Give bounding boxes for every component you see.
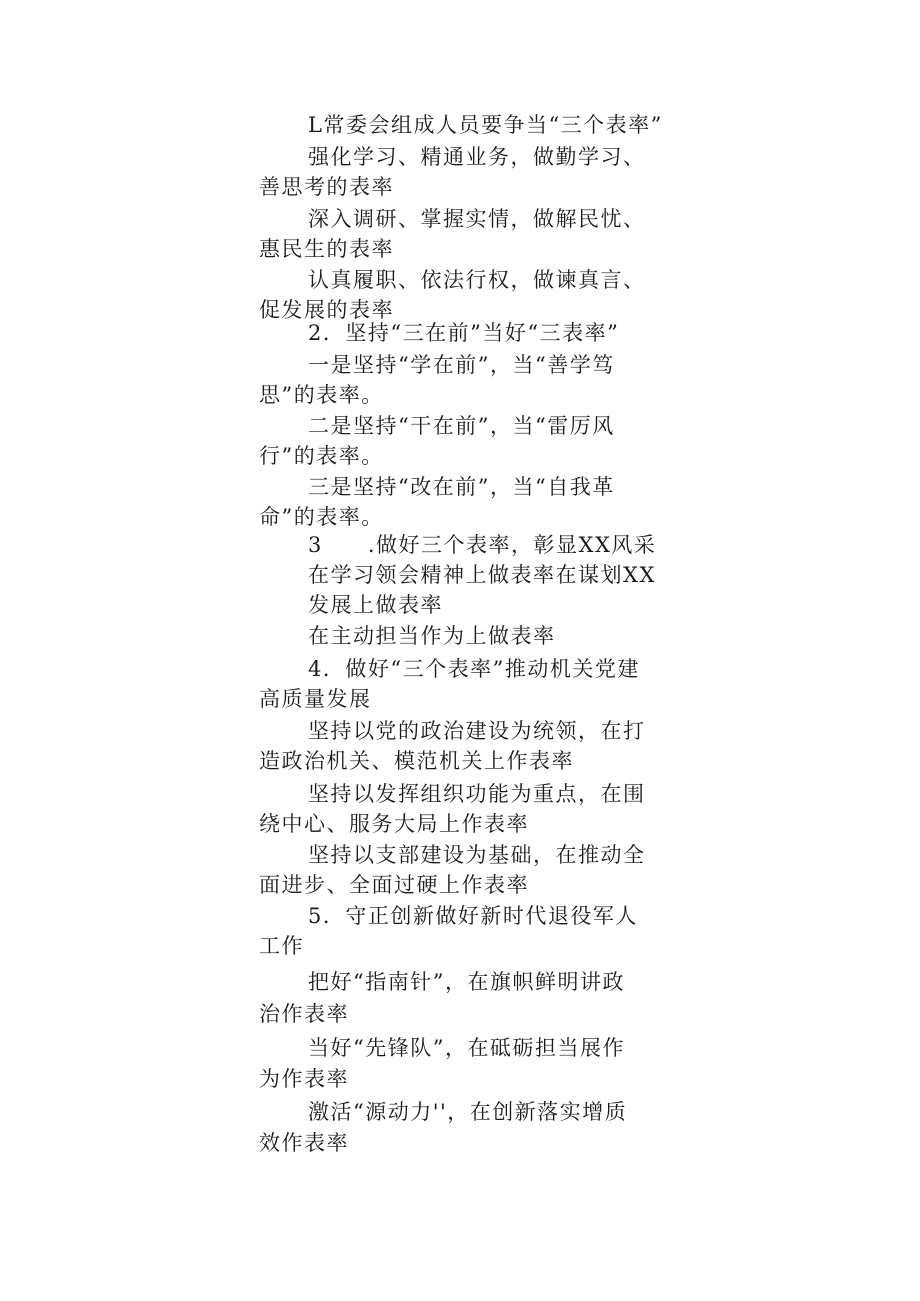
paragraph-line: 面进步、全面过硬上作表率 xyxy=(259,873,529,897)
paragraph-line: 在主动担当作为上做表率 xyxy=(308,624,556,648)
section-heading: 4．做好“三个表率”推动机关党建 xyxy=(308,657,640,681)
paragraph-line: 坚持以发挥组织功能为重点，在围 xyxy=(308,782,646,806)
paragraph-line: 行”的表率。 xyxy=(259,444,384,468)
paragraph-line: 惠民生的表率 xyxy=(259,237,394,261)
section-heading: 5．守正创新做好新时代退役军人 xyxy=(308,904,638,928)
paragraph-line: 发展上做表率 xyxy=(308,593,443,617)
paragraph-line: 激活“源动力''，在创新落实增质 xyxy=(308,1100,628,1124)
paragraph-line: 造政治机关、模范机关上作表率 xyxy=(259,749,574,773)
paragraph-line: 思”的表率。 xyxy=(259,383,384,407)
paragraph-line: 促发展的表率 xyxy=(259,298,394,322)
paragraph-line: 把好“指南针”，在旗帜鲜明讲政 xyxy=(308,970,625,994)
paragraph-line: 绕中心、服务大局上作表率 xyxy=(259,812,529,836)
paragraph-line: 在学习领会精神上做表率在谋划XX xyxy=(308,563,656,587)
paragraph-line: 高质量发展 xyxy=(259,687,372,711)
section-heading: 3 .做好三个表率，彰显XX风采 xyxy=(308,533,657,557)
paragraph-line: 命”的表率。 xyxy=(259,505,384,529)
paragraph-line: 效作表率 xyxy=(259,1131,349,1155)
paragraph-line: 一是坚持“学在前”，当“善学笃 xyxy=(308,353,615,377)
paragraph-line: 善思考的表率 xyxy=(259,175,394,199)
paragraph-line: 治作表率 xyxy=(259,1002,349,1026)
paragraph-line: 深入调研、掌握实情，做解民忧、 xyxy=(308,207,646,231)
section-heading: L常委会组成人员要争当“三个表率” xyxy=(308,113,663,137)
paragraph-line: 工作 xyxy=(259,934,304,958)
paragraph-line: 三是坚持“改在前”，当“自我革 xyxy=(308,475,615,499)
paragraph-line: 为作表率 xyxy=(259,1067,349,1091)
paragraph-line: 二是坚持“干在前”，当“雷厉风 xyxy=(308,414,615,438)
paragraph-line: 认真履职、依法行权，做谏真言、 xyxy=(308,268,646,292)
section-heading: 2．坚持“三在前”当好“三表率” xyxy=(308,321,620,345)
paragraph-line: 坚持以党的政治建设为统领，在打 xyxy=(308,719,646,743)
paragraph-line: 强化学习、精通业务，做勤学习、 xyxy=(308,145,646,169)
paragraph-line: 坚持以支部建设为基础，在推动全 xyxy=(308,843,646,867)
paragraph-line: 当好“先锋队”，在砥砺担当展作 xyxy=(308,1036,625,1060)
